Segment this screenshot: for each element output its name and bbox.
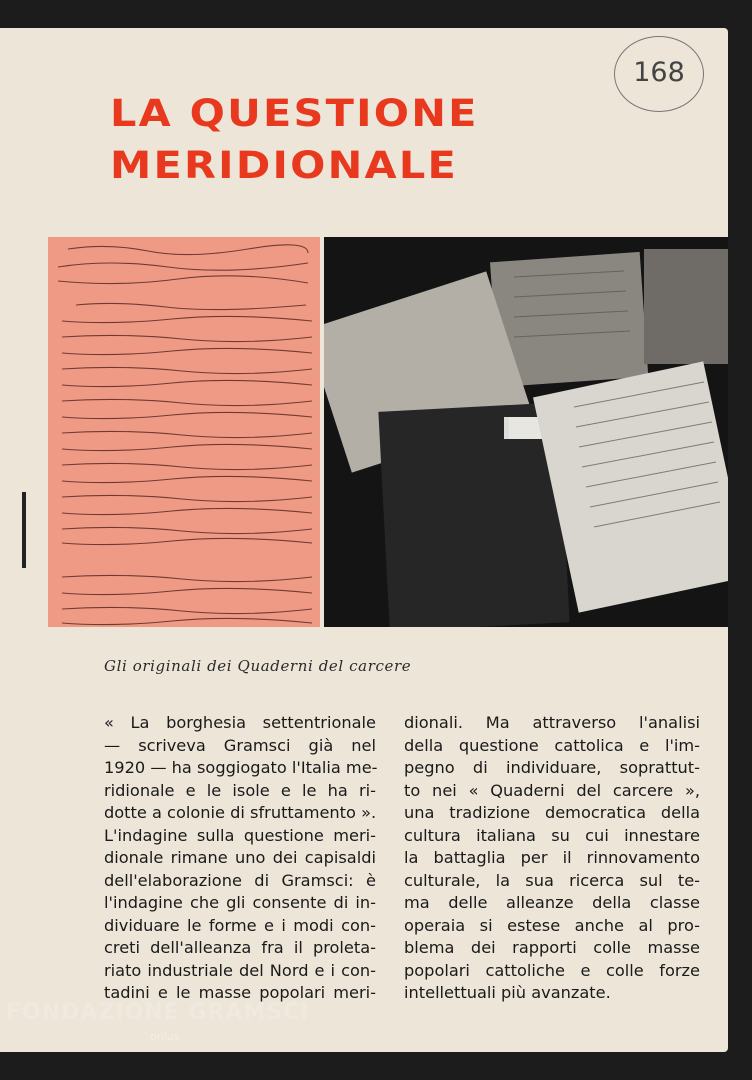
text-line: ma delle alleanze della classe — [404, 893, 700, 912]
title-line-1: LA QUESTIONE — [110, 92, 479, 135]
page-number: 168 — [633, 56, 685, 88]
text-line: — scriveva Gramsci già nel — [104, 735, 376, 755]
text-line: « La borghesia settentrionale — [104, 713, 376, 732]
text-line: riato industriale del Nord e i con- — [104, 960, 376, 980]
staple — [22, 492, 26, 568]
manuscript-photo — [48, 237, 320, 627]
photo-caption: Gli originali dei Quaderni del carcere — [104, 657, 412, 675]
notebooks-image — [324, 237, 728, 627]
text-line: della questione cattolica e l'im- — [404, 735, 700, 755]
watermark-subtitle: onlus — [150, 1030, 180, 1043]
text-line: to nei « Quaderni del carcere », — [404, 780, 700, 800]
body-column-left — [104, 712, 376, 1005]
text-line: 1920 — ha soggiogato l'Italia me- — [104, 758, 378, 777]
body-column-right — [404, 712, 700, 1005]
text-line: creti dell'alleanza fra il proleta- — [104, 938, 376, 957]
text-line: tadini e le masse popolari meri- — [104, 983, 376, 1002]
text-line: dividuare le forme e i modi con- — [104, 915, 376, 935]
text-line: intellettuali più avanzate. — [404, 983, 611, 1002]
text-line: dionali. Ma attraverso l'analisi — [404, 713, 700, 732]
page-title — [110, 88, 479, 192]
manuscript-handwriting-image — [48, 237, 320, 627]
text-line: popolari cattoliche e colle forze — [404, 960, 700, 980]
text-line: l'indagine che gli consente di in- — [104, 893, 376, 912]
text-line: blema dei rapporti colle masse — [404, 938, 700, 957]
text-line: dell'elaborazione di Gramsci: è — [104, 870, 376, 890]
text-line: operaia si estese anche al pro- — [404, 915, 700, 935]
text-line: una tradizione democratica della — [404, 803, 700, 822]
text-line: L'indagine sulla questione meri- — [104, 825, 376, 845]
notebooks-photo — [324, 237, 728, 627]
text-line: dotte a colonie di sfruttamento ». — [104, 803, 377, 822]
watermark-logo: FONDAZIONE GRAMSCI — [6, 1000, 310, 1025]
title-line-2: MERIDIONALE — [110, 144, 459, 187]
text-line: pegno di individuare, soprattut- — [404, 758, 700, 777]
text-line: dionale rimane uno dei capisaldi — [104, 848, 376, 867]
text-line: cultura italiana su cui innestare — [404, 825, 700, 845]
text-line: culturale, la sua ricerca sul te- — [404, 870, 700, 890]
text-line: ridionale e le isole e le ha ri- — [104, 780, 376, 800]
text-line: la battaglia per il rinnovamento — [404, 848, 700, 867]
